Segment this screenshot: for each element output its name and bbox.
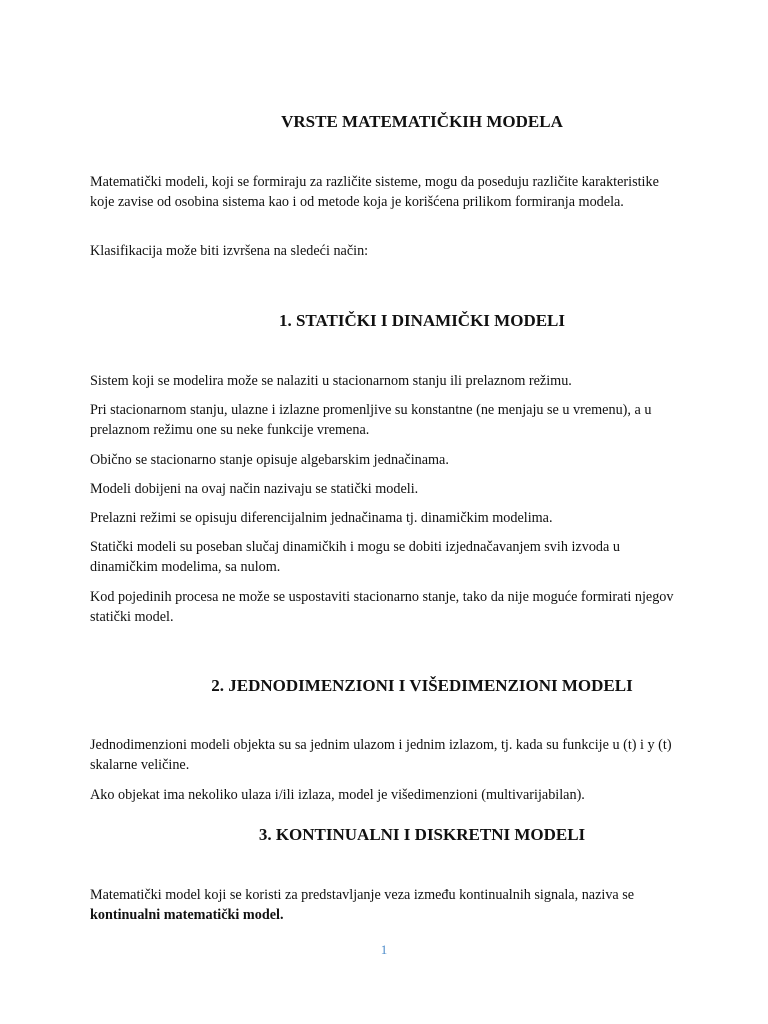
section-3-heading: 3. KONTINUALNI I DISKRETNI MODELI — [258, 825, 586, 844]
page-number: 1 — [380, 942, 388, 957]
section-1-paragraph-2: Pri stacionarnom stanju, ulazne i izlazne promenljive su konstantne (ne menjaju se u vremenu), a u prelaznom režimu one su neke funkcije vremena. — [90, 402, 652, 438]
section-3-paragraph-text: Matematički model koji se koristi za predstavljanje veza između kontinualnih signala, naziva se — [90, 887, 635, 903]
section-1-paragraph-6: Statički modeli su poseban slučaj dinamičkih i mogu se dobiti izjednačavanjem svih izvoda u dinamičkim modelima, sa nulom. — [90, 539, 620, 575]
section-1-paragraph-7: Kod pojedinih procesa ne može se uspostaviti stacionarno stanje, tako da nije moguće formirati njegov statički model. — [90, 589, 674, 625]
section-1-paragraph-4: Modeli dobijeni na ovaj način nazivaju se statički modeli. — [90, 481, 419, 497]
section-3-paragraph-bold: kontinualni matematički model. — [90, 907, 284, 923]
section-3-paragraph-1 — [90, 885, 680, 925]
intro-paragraph-1: Matematički modeli, koji se formiraju za različite sisteme, mogu da poseduju različite karakteristike koje zavise od osobina sistema kao i od metode koja je korišćena prilikom formiranja modela. — [90, 174, 659, 210]
section-2-heading: 2. JEDNODIMENZIONI I VIŠEDIMENZIONI MODELI — [211, 676, 633, 695]
intro-paragraph-2: Klasifikacija može biti izvršena na sledeći način: — [90, 243, 369, 259]
section-1-paragraph-3: Obično se stacionarno stanje opisuje algebarskim jednačinama. — [90, 452, 449, 468]
section-1-paragraph-5: Prelazni režimi se opisuju diferencijalnim jednačinama tj. dinamičkim modelima. — [90, 510, 553, 526]
section-2-paragraph-1: Jednodimenzioni modeli objekta su sa jednim ulazom i jednim izlazom, tj. kada su funkcije u (t) i y (t) skalarne veličine. — [90, 737, 672, 773]
document-title: VRSTE MATEMATIČKIH MODELA — [281, 112, 563, 131]
section-1-heading: 1. STATIČKI I DINAMIČKI MODELI — [278, 311, 566, 330]
section-2-paragraph-2: Ako objekat ima nekoliko ulaza i/ili izlaza, model je višedimenzioni (multivarijabilan). — [90, 787, 585, 803]
section-1-paragraph-1: Sistem koji se modelira može se nalaziti u stacionarnom stanju ili prelaznom režimu. — [90, 373, 572, 389]
